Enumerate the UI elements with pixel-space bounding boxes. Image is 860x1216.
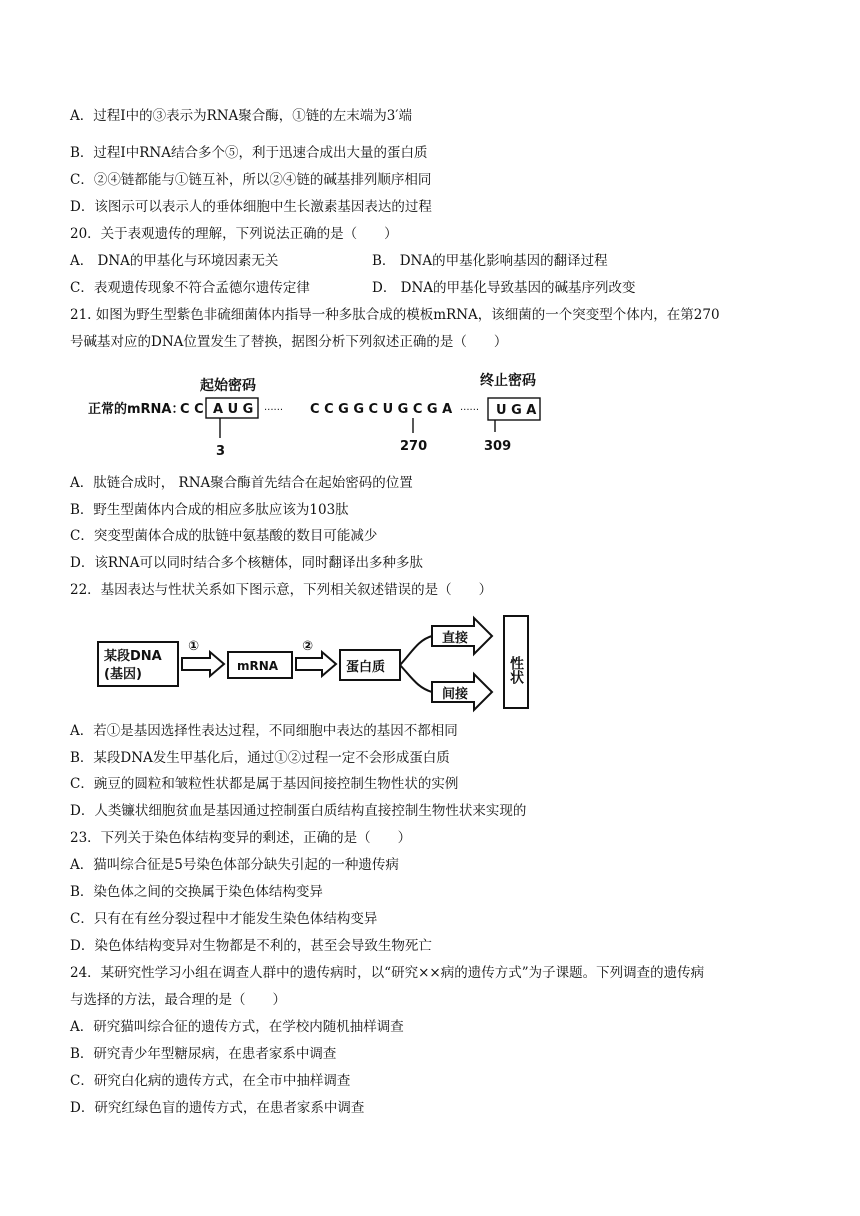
q23-option-c: C．只有在有丝分裂过程中才能发生染色体结构变异 xyxy=(70,911,378,927)
q20-option-c: C．表观遗传现象不符合孟德尔遗传定律 xyxy=(70,280,310,296)
q23-option-d: D．染色体结构变异对生物都是不利的，甚至会导致生物死亡 xyxy=(70,938,432,954)
q21-stem-line1: 21. 如图为野生型紫色非硫细菌体内指导一种多肽合成的模板mRNA，该细菌的一个突变型个体内，在第270 xyxy=(70,307,720,323)
q24-stem-line2: 与选择的方法，最合理的是（ ） xyxy=(70,992,286,1008)
q23-option-a: A．猫叫综合征是5号染色体部分缺失引起的一种遗传病 xyxy=(70,857,399,873)
branch-upper xyxy=(400,636,432,665)
q19-option-c: C．②④链都能与①链互补，所以②④链的碱基排列顺序相同 xyxy=(70,172,432,188)
q22-option-c: C．豌豆的圆粒和皱粒性状都是属于基因间接控制生物性状的实例 xyxy=(70,776,459,792)
q24-option-c: C．研究白化病的遗传方式，在全市中抽样调查 xyxy=(70,1073,351,1089)
q21-option-d: D．该RNA可以同时结合多个核糖体，同时翻译出多种多肽 xyxy=(70,555,424,571)
stop-codon-label: 终止密码 xyxy=(480,373,536,389)
dna-gene-label-1: 某段DNA xyxy=(104,649,162,664)
mrna-middle-sequence: C C G G C U G C G A xyxy=(310,402,453,417)
position-309-label: 309 xyxy=(484,439,512,454)
step-1-label: ① xyxy=(188,639,200,654)
mrna-prefix: C C xyxy=(180,402,204,417)
q19-option-a: A．过程Ⅰ中的③表示为RNA聚合酶，①链的左末端为3′端 xyxy=(70,108,412,124)
start-codon-label: 起始密码 xyxy=(200,378,256,394)
q23-stem: 23．下列关于染色体结构变异的剩述，正确的是（ ） xyxy=(70,830,412,846)
q19-option-b: B．过程Ⅰ中RNA结合多个⑤，利于迅速合成出大量的蛋白质 xyxy=(70,145,428,161)
mrna-row-label: 正常的mRNA： xyxy=(88,402,185,417)
q20-stem: 20．关于表观遗传的理解，下列说法正确的是（ ） xyxy=(70,226,398,242)
q19-option-d: D．该图示可以表示人的垂体细胞中生长激素基因表达的过程 xyxy=(70,199,432,215)
arrow-step-1 xyxy=(182,652,224,676)
q22-option-a: A．若①是基因选择性表达过程，不同细胞中表达的基因不都相同 xyxy=(70,723,458,739)
q24-option-a: A．研究猫叫综合征的遗传方式，在学校内随机抽样调查 xyxy=(70,1019,404,1035)
q22-stem: 22．基因表达与性状关系如下图示意，下列相关叙述错误的是（ ） xyxy=(70,582,493,598)
direct-label: 直接 xyxy=(442,631,469,646)
gene-expression-diagram xyxy=(94,612,544,714)
q21-option-c: C．突变型菌体合成的肽链中氨基酸的数目可能减少 xyxy=(70,528,378,544)
step-2-label: ② xyxy=(302,639,314,654)
q24-option-d: D．研究红绿色盲的遗传方式，在患者家系中调查 xyxy=(70,1100,365,1116)
q21-stem-line2: 号碱基对应的DNA位置发生了替换，据图分析下列叙述正确的是（ ） xyxy=(70,334,508,350)
stop-codon: U G A xyxy=(496,403,537,418)
q24-option-b: B．研究青少年型糖尿病，在患者家系中调查 xyxy=(70,1046,337,1062)
position-270-label: 270 xyxy=(400,439,428,454)
q22-option-b: B．某段DNA发生甲基化后，通过①②过程一定不会形成蛋白质 xyxy=(70,750,450,766)
arrow-step-2 xyxy=(296,652,336,676)
q24-stem-line1: 24．某研究性学习小组在调查人群中的遗传病时，以“研究××病的遗传方式”为子课题。下列调查的遗传病 xyxy=(70,965,705,981)
mrna-box-label: mRNA xyxy=(237,659,279,673)
ellipsis-2: ······ xyxy=(460,405,480,416)
q23-option-b: B．染色体之间的交换属于染色体结构变异 xyxy=(70,884,323,900)
dna-gene-label-2: (基因) xyxy=(104,667,142,682)
q20-option-b: B． DNA的甲基化影响基因的翻译过程 xyxy=(372,253,608,269)
position-3-label: 3 xyxy=(216,444,226,459)
q20-option-a: A． DNA的甲基化与环境因素无关 xyxy=(70,253,279,269)
q22-option-d: D．人类镰状细胞贫血是基因通过控制蛋白质结构直接控制生物性状来实现的 xyxy=(70,803,527,819)
branch-lower xyxy=(400,665,432,692)
trait-label: 性状 xyxy=(508,656,524,684)
mrna-sequence-figure xyxy=(80,368,560,460)
q21-option-b: B．野生型菌体内合成的相应多肽应该为103肽 xyxy=(70,502,349,518)
protein-box-label: 蛋白质 xyxy=(346,660,386,675)
start-codon: A U G xyxy=(213,402,254,417)
ellipsis-1: ······ xyxy=(264,405,284,416)
q21-option-a: A．肽链合成时， RNA聚合酶首先结合在起始密码的位置 xyxy=(70,475,413,491)
indirect-label: 间接 xyxy=(442,687,469,702)
q20-option-d: D． DNA的甲基化导致基因的碱基序列改变 xyxy=(372,280,636,296)
